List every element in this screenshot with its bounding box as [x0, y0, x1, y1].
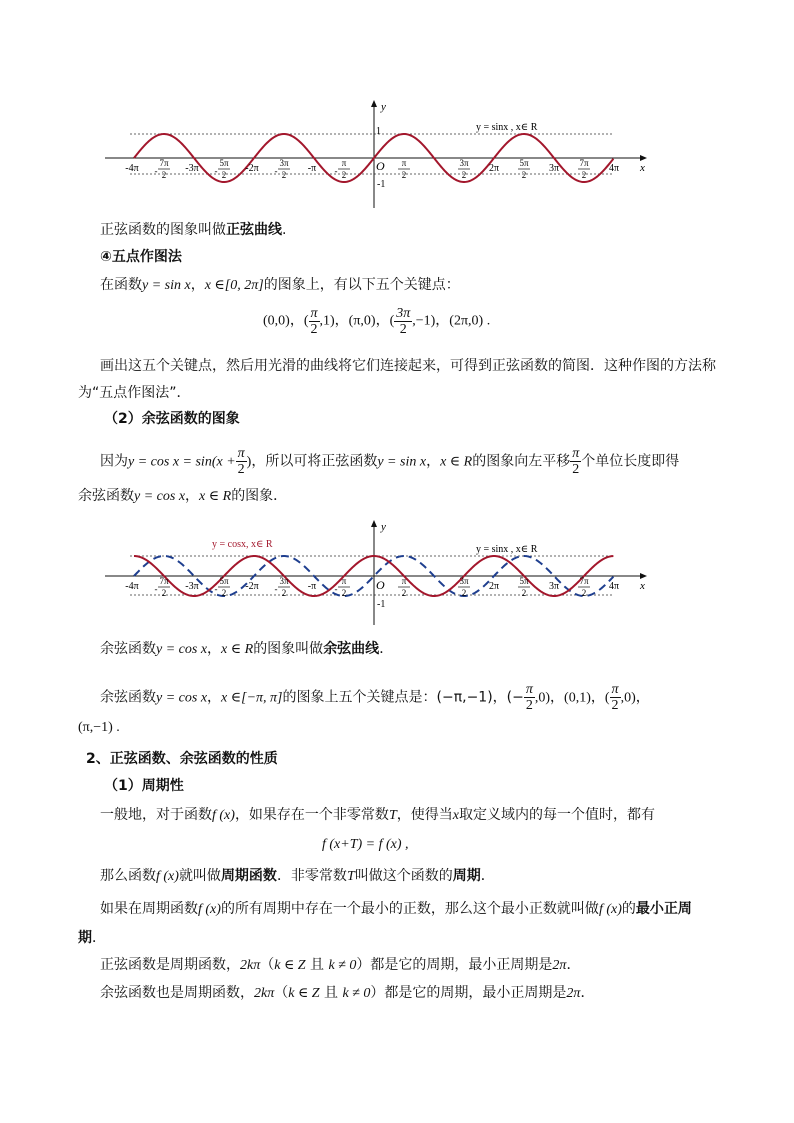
para-sine-curve: 正弦函数的图象叫做正弦曲线.: [100, 222, 287, 238]
heading-periodicity: （1）周期性: [104, 778, 184, 794]
neg-one-label: -1: [377, 599, 386, 610]
x-tick-label: -2π: [245, 163, 259, 174]
x-tick-label: -2π: [245, 581, 259, 592]
x-tick-label: -3π: [185, 163, 199, 174]
periodic-equation: f (x+T) = f (x) ,: [322, 837, 409, 852]
x-tick-numerator: 5π: [219, 576, 229, 586]
para-cosine-period: 余弦函数也是周期函数，2kπ（k ∈ Z 且 k ≠ 0）都是它的周期，最小正周期是2π．: [100, 985, 595, 1001]
x-tick-denominator: 2: [581, 170, 587, 180]
para-periodic-function: 那么函数f (x)就叫做周期函数．非零常数T叫做这个函数的周期．: [100, 868, 495, 884]
x-tick-label: -π: [307, 581, 317, 592]
para-cosine-function: 余弦函数y = cos x，x ∈ R的图象．: [78, 488, 288, 504]
legend-cos: y = cosx, x∈ R: [212, 539, 273, 550]
x-tick-numerator: 5π: [219, 158, 229, 168]
x-tick-denominator: 2: [161, 170, 167, 180]
x-tick-numerator: π: [401, 158, 407, 168]
x-tick-denominator: 2: [521, 170, 527, 180]
x-tick-minus: -: [154, 166, 158, 176]
x-tick-numerator: π: [341, 576, 347, 586]
y-axis-arrow: [371, 520, 377, 527]
x-tick-denominator: 2: [581, 588, 587, 598]
x-tick-label: 4π: [608, 581, 620, 592]
para-min-period-cont: 期．: [78, 930, 106, 946]
para-five-point-method: 画出这五个关键点，然后用光滑的曲线将它们连接起来，可得到正弦函数的简图．这种作图的方法称: [100, 358, 716, 374]
x-axis-label: x: [640, 580, 645, 592]
x-axis-arrow: [640, 573, 647, 579]
x-tick-denominator: 2: [281, 588, 287, 598]
sine-graph: [0, 98, 794, 218]
para-sine-period: 正弦函数是周期函数，2kπ（k ∈ Z 且 k ≠ 0）都是它的周期，最小正周期是2π．: [100, 957, 581, 973]
x-tick-denominator: 2: [341, 170, 347, 180]
x-tick-denominator: 2: [221, 170, 227, 180]
y-axis-label: y: [381, 101, 386, 113]
x-tick-label: 3π: [548, 581, 560, 592]
heading-five-point: ④五点作图法: [100, 249, 182, 265]
x-tick-numerator: 3π: [279, 576, 289, 586]
cosine-sine-graph: [0, 519, 794, 631]
legend-sin: y = sinx , x∈ R: [476, 544, 538, 555]
x-tick-denominator: 2: [341, 588, 347, 598]
key-points-formula: (0,0)，( $\frac{\pi}{2}$ ,1)，(π,0)，( $\frac{3\pi}{2}$ ,−1)，(2π,0) .: [263, 306, 491, 337]
para-cosine-key-points-cont: (π,−1) .: [78, 720, 120, 735]
x-tick-denominator: 2: [401, 588, 407, 598]
x-tick-label: -π: [307, 163, 317, 174]
para-five-points-intro: 在函数y = sin x，x ∈[0, 2π]的图象上，有以下五个关键点：: [100, 277, 460, 293]
x-tick-minus: -: [154, 584, 158, 594]
para-cosine-curve: 余弦函数y = cos x，x ∈ R的图象叫做余弦曲线．: [100, 641, 394, 657]
x-tick-numerator: 3π: [279, 158, 289, 168]
x-tick-minus: -: [214, 166, 218, 176]
x-axis-arrow: [640, 155, 647, 161]
x-tick-numerator: π: [341, 158, 347, 168]
x-tick-label: 3π: [548, 163, 560, 174]
x-tick-label: 4π: [608, 163, 620, 174]
origin-label: O: [376, 159, 385, 173]
x-tick-denominator: 2: [461, 588, 467, 598]
x-tick-label: -4π: [125, 581, 139, 592]
para-cosine-shift: 因为y = cos x = sin(x + $\frac{\pi}{2}$ )，所以可将正弦函数y = sin x，x ∈ R的图象向左平移 $\frac{\pi}{2}$ 个单位长度即得: [100, 446, 680, 477]
x-tick-label: 2π: [488, 581, 500, 592]
x-tick-numerator: 7π: [159, 158, 169, 168]
x-tick-numerator: 3π: [459, 576, 469, 586]
x-tick-minus: -: [214, 584, 218, 594]
heading-cosine-graph: （2）余弦函数的图象: [104, 411, 240, 427]
para-min-period: 如果在周期函数f (x)的所有周期中存在一个最小的正数，那么这个最小正数就叫做f (x)的最小正周: [100, 901, 692, 917]
x-tick-label: -3π: [185, 581, 199, 592]
x-tick-denominator: 2: [461, 170, 467, 180]
one-label: 1: [376, 126, 381, 137]
x-tick-numerator: 5π: [519, 158, 529, 168]
para-cosine-key-points: 余弦函数y = cos x，x ∈[−π, π]的图象上五个关键点是：(−π,−1)，(− $\frac{\pi}{2}$ ,0)，(0,1)，( $\frac{\pi}{2}$ ,0)，: [100, 682, 650, 713]
y-axis-arrow: [371, 100, 377, 107]
x-tick-denominator: 2: [401, 170, 407, 180]
x-tick-numerator: 3π: [459, 158, 469, 168]
x-tick-numerator: 5π: [519, 576, 529, 586]
para-periodic-def: 一般地，对于函数f (x)，如果存在一个非零常数T，使得当x取定义域内的每一个值时，都有: [100, 807, 655, 823]
x-tick-numerator: π: [401, 576, 407, 586]
x-tick-minus: -: [334, 584, 338, 594]
para-five-point-method-cont: 为“五点作图法”．: [78, 385, 191, 401]
heading-properties: 2、正弦函数、余弦函数的性质: [86, 751, 278, 767]
x-tick-denominator: 2: [281, 170, 287, 180]
x-tick-label: -4π: [125, 163, 139, 174]
x-tick-numerator: 7π: [159, 576, 169, 586]
x-tick-denominator: 2: [521, 588, 527, 598]
x-axis-label: x: [640, 162, 645, 174]
x-tick-numerator: 7π: [579, 576, 589, 586]
x-tick-minus: -: [274, 166, 278, 176]
x-tick-minus: -: [274, 584, 278, 594]
y-axis-label: y: [381, 521, 386, 533]
neg-one-label: -1: [377, 179, 386, 190]
origin-label: O: [376, 578, 385, 592]
x-tick-minus: -: [334, 166, 338, 176]
x-tick-label: 2π: [488, 163, 500, 174]
x-tick-denominator: 2: [221, 588, 227, 598]
x-tick-numerator: 7π: [579, 158, 589, 168]
x-tick-denominator: 2: [161, 588, 167, 598]
legend-sin: y = sinx , x∈ R: [476, 122, 538, 133]
